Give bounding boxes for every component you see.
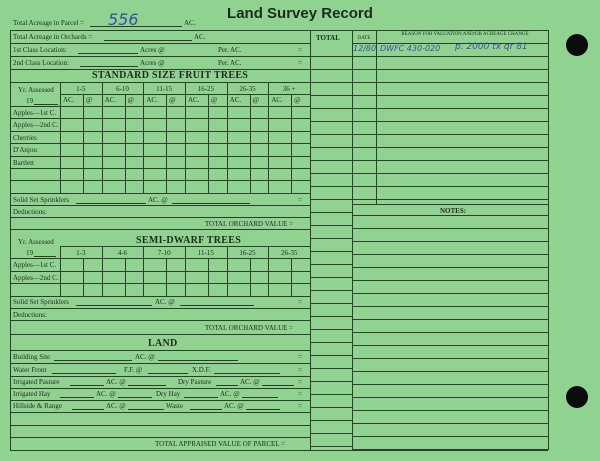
panel-row-line bbox=[352, 186, 548, 187]
standard-sprinklers: Solid Set Sprinklers bbox=[13, 196, 70, 204]
standard-year-line bbox=[34, 104, 58, 105]
building-site-label: Building Site bbox=[13, 353, 51, 361]
panel-row-line bbox=[352, 160, 548, 161]
entry-date: 12/80 bbox=[353, 44, 377, 53]
grid-line bbox=[268, 82, 269, 193]
parcel-acreage-value: 556 bbox=[108, 10, 139, 29]
standard-ac-subheader: AC. bbox=[104, 96, 117, 104]
row-line bbox=[10, 205, 310, 206]
standard-age-header: 26-35 bbox=[239, 85, 256, 93]
row-line bbox=[10, 229, 310, 230]
dry-pasture-ac: AC. @ bbox=[240, 378, 260, 386]
standard-row-label: Apples—1st C. bbox=[13, 109, 57, 117]
hillside-value-line bbox=[128, 409, 164, 410]
row-line bbox=[10, 217, 310, 218]
dry-pasture-value-line bbox=[262, 385, 294, 386]
total-row-line bbox=[310, 394, 352, 395]
standard-ac-subheader: AC. bbox=[188, 96, 200, 104]
total-row-line bbox=[310, 355, 352, 356]
semi-sprinklers-value-line bbox=[180, 305, 254, 306]
total-row-line bbox=[310, 147, 352, 148]
semi-yr-assessed: Yr. Assessed bbox=[18, 238, 54, 246]
irrigated-pasture-label: Irrigated Pasture bbox=[13, 378, 60, 386]
grid-line bbox=[10, 193, 310, 194]
water-front-ff: F.F. @ bbox=[124, 366, 143, 374]
grid-line bbox=[125, 258, 126, 296]
standard-at-subheader: @ bbox=[169, 96, 176, 104]
grid-line bbox=[60, 94, 310, 95]
row-line bbox=[10, 437, 310, 438]
water-front-label: Water Front bbox=[13, 366, 47, 374]
notes-row-line bbox=[352, 345, 548, 346]
irrigated-pasture-ac: AC. @ bbox=[106, 378, 126, 386]
standard-age-header: 16-25 bbox=[197, 85, 214, 93]
notes-row-line bbox=[352, 254, 548, 255]
hay-equals: = bbox=[298, 390, 302, 398]
notes-row-line bbox=[352, 228, 548, 229]
notes-divider bbox=[352, 204, 548, 205]
total-row-line bbox=[310, 420, 352, 421]
standard-ac-subheader: AC. bbox=[63, 96, 75, 104]
panel-row-line bbox=[352, 69, 548, 70]
irrigated-pasture-line bbox=[70, 385, 104, 386]
grid-line bbox=[10, 143, 310, 144]
semi-total-orchard: TOTAL ORCHARD VALUE = bbox=[205, 324, 294, 332]
row-line bbox=[10, 388, 310, 389]
total-row-line bbox=[310, 173, 352, 174]
orchards-acreage-line bbox=[104, 40, 192, 41]
grid-line bbox=[310, 82, 311, 193]
standard-ac-subheader: AC. bbox=[146, 96, 158, 104]
frame-right bbox=[548, 30, 549, 450]
notes-label: NOTES: bbox=[440, 207, 467, 215]
semi-age-header: 16-25 bbox=[239, 249, 256, 257]
waste-line bbox=[190, 409, 222, 410]
dry-pasture-label: Dry Pasture bbox=[178, 378, 212, 386]
semi-row-label: Apples—1st C. bbox=[13, 261, 57, 269]
panel-row-line bbox=[352, 108, 548, 109]
total-row-line bbox=[310, 251, 352, 252]
panel-row-line bbox=[352, 95, 548, 96]
total-row-line bbox=[310, 290, 352, 291]
dry-hay-label: Dry Hay bbox=[156, 390, 181, 398]
semi-age-header: 7-10 bbox=[157, 249, 171, 257]
notes-row-line bbox=[352, 397, 548, 398]
total-row-line bbox=[310, 95, 352, 96]
grid-line bbox=[10, 283, 310, 284]
waste-value-line bbox=[246, 409, 280, 410]
notes-row-line bbox=[352, 280, 548, 281]
land-heading: LAND bbox=[148, 338, 178, 349]
total-row-line bbox=[310, 264, 352, 265]
row-line bbox=[10, 43, 310, 44]
standard-sprinklers-value-line bbox=[172, 203, 250, 204]
notes-row-line bbox=[352, 384, 548, 385]
semi-row-label: Apples—2nd C. bbox=[13, 273, 59, 282]
standard-sprinklers-equals: = bbox=[298, 196, 302, 204]
grid-line bbox=[10, 180, 310, 181]
grid-line bbox=[102, 82, 103, 193]
standard-age-header: 11-15 bbox=[156, 85, 173, 93]
irrigated-hay-label: Irrigated Hay bbox=[13, 390, 51, 398]
grid-line bbox=[185, 82, 186, 193]
standard-total-orchard: TOTAL ORCHARD VALUE = bbox=[205, 220, 294, 228]
building-site-equals: = bbox=[298, 353, 302, 361]
orchards-ac-label: AC. bbox=[194, 33, 206, 41]
frame-top bbox=[10, 30, 548, 31]
dry-hay-ac: AC. @ bbox=[220, 390, 240, 398]
second-class-equals: = bbox=[298, 59, 302, 67]
semi-year-line bbox=[34, 256, 56, 257]
row-line bbox=[10, 425, 310, 426]
standard-at-subheader: @ bbox=[127, 96, 134, 104]
water-front-xdf-line bbox=[214, 373, 280, 374]
standard-age-header: 36 + bbox=[282, 85, 296, 93]
total-row-line bbox=[310, 134, 352, 135]
panel-row-line bbox=[352, 173, 548, 174]
grid-line bbox=[60, 82, 61, 193]
panel-row-line bbox=[352, 134, 548, 135]
grid-line bbox=[10, 168, 310, 169]
grid-line bbox=[10, 296, 310, 297]
notes-row-line bbox=[352, 332, 548, 333]
dry-hay-value-line bbox=[242, 397, 278, 398]
total-row-line bbox=[310, 199, 352, 200]
standard-ac-subheader: AC. bbox=[271, 96, 283, 104]
notes-row-line bbox=[352, 267, 548, 268]
entry-text: DWFC 430-020 bbox=[380, 44, 441, 53]
total-acreage-orchards-label: Total Acreage in Orchards = bbox=[13, 33, 93, 41]
standard-yr-assessed: Yr. Assessed bbox=[18, 86, 54, 94]
semi-age-header: 4-6 bbox=[117, 249, 128, 257]
total-row-line bbox=[310, 121, 352, 122]
standard-heading: STANDARD SIZE FRUIT TREES bbox=[92, 70, 249, 81]
total-row-line bbox=[310, 277, 352, 278]
total-row-line bbox=[310, 342, 352, 343]
standard-age-header: 6-10 bbox=[116, 85, 129, 93]
frame-bottom bbox=[10, 450, 548, 451]
total-row-line bbox=[310, 56, 352, 57]
building-site-line bbox=[54, 360, 132, 361]
reason-header: REASON FOR VALUATION AND/OR ACREAGE CHANGE bbox=[401, 32, 529, 37]
grid-line bbox=[291, 258, 292, 296]
standard-ac-subheader: AC. bbox=[229, 96, 242, 104]
irrigated-pasture-value-line bbox=[128, 385, 166, 386]
parcel-ac-label: AC. bbox=[184, 19, 196, 27]
standard-at-subheader: @ bbox=[85, 96, 93, 104]
waste-ac: AC. @ bbox=[224, 402, 244, 410]
hillside-ac: AC. @ bbox=[106, 402, 126, 410]
building-site-value-line bbox=[158, 360, 238, 361]
standard-sprinklers-ac: AC. @ bbox=[148, 196, 168, 204]
irrigated-hay-value-line bbox=[118, 397, 152, 398]
frame-left bbox=[10, 30, 11, 450]
row-line bbox=[10, 82, 310, 83]
notes-row-line bbox=[352, 436, 548, 437]
form-title: Land Survey Record bbox=[227, 5, 373, 22]
grid-line bbox=[10, 118, 310, 119]
grid-line bbox=[208, 258, 209, 296]
grid-line bbox=[227, 82, 228, 193]
pasture-equals: = bbox=[298, 378, 302, 386]
second-class-per-ac: Per. AC. bbox=[218, 59, 242, 67]
entry-text-2: p. 2000 tx qr 81 bbox=[455, 42, 528, 52]
first-class-line bbox=[78, 53, 138, 54]
water-front-xdf: X.D.F. bbox=[192, 366, 211, 374]
date-header: DATE bbox=[357, 36, 371, 41]
grid-line bbox=[143, 82, 144, 193]
grid-line bbox=[10, 258, 310, 259]
notes-row-line bbox=[352, 306, 548, 307]
panel-row-line bbox=[352, 82, 548, 83]
second-class-label: 2nd Class Location: bbox=[13, 59, 69, 67]
semi-year-prefix: 19 bbox=[26, 249, 33, 257]
total-row-line bbox=[310, 446, 352, 447]
second-class-acres: Acres @ bbox=[140, 59, 165, 67]
grid-line bbox=[10, 271, 310, 272]
notes-row-line bbox=[352, 293, 548, 294]
first-class-label: 1st Class Location: bbox=[13, 46, 67, 54]
notes-row-line bbox=[352, 423, 548, 424]
water-front-ff-line bbox=[148, 373, 188, 374]
water-front-equals: = bbox=[298, 366, 302, 374]
standard-age-header: 1-5 bbox=[76, 85, 86, 93]
standard-year-prefix: 19 bbox=[26, 97, 33, 105]
hillside-equals: = bbox=[298, 402, 302, 410]
semi-sprinklers-ac: AC. @ bbox=[155, 298, 175, 306]
row-line bbox=[10, 376, 310, 377]
notes-row-line bbox=[352, 449, 548, 450]
standard-row-label: Bartlett bbox=[13, 158, 34, 167]
grid-line bbox=[10, 156, 310, 157]
total-row-line bbox=[310, 108, 352, 109]
grid-line bbox=[310, 246, 311, 296]
total-row-line bbox=[310, 82, 352, 83]
dry-hay-line bbox=[184, 397, 218, 398]
total-row-line bbox=[310, 303, 352, 304]
hillside-line bbox=[72, 409, 104, 410]
semi-heading: SEMI-DWARF TREES bbox=[136, 235, 242, 246]
panel-row-line bbox=[352, 56, 548, 57]
standard-at-subheader: @ bbox=[252, 96, 259, 104]
second-class-line bbox=[80, 66, 138, 67]
semi-sprinklers-equals: = bbox=[298, 298, 302, 306]
panel-row-line bbox=[352, 147, 548, 148]
notes-row-line bbox=[352, 241, 548, 242]
first-class-equals: = bbox=[298, 46, 302, 54]
notes-row-line bbox=[352, 410, 548, 411]
semi-age-header: 11-15 bbox=[197, 249, 214, 257]
first-class-acres: Acres @ bbox=[140, 46, 165, 54]
row-line bbox=[10, 400, 310, 401]
semi-age-header: 26-35 bbox=[280, 249, 298, 257]
total-row-line bbox=[310, 212, 352, 213]
total-row-line bbox=[310, 160, 352, 161]
building-site-ac: AC. @ bbox=[135, 353, 155, 361]
total-row-line bbox=[310, 433, 352, 434]
standard-row-label: Apples—2nd C. bbox=[13, 121, 59, 130]
total-row-line bbox=[310, 407, 352, 408]
total-column-right bbox=[352, 30, 353, 450]
row-line bbox=[10, 308, 310, 309]
total-row-line bbox=[310, 316, 352, 317]
semi-sprinklers: Solid Set Sprinklers bbox=[13, 298, 70, 306]
water-front-line bbox=[52, 373, 116, 374]
notes-row-line bbox=[352, 319, 548, 320]
panel-row-line bbox=[352, 199, 548, 200]
standard-at-subheader: @ bbox=[294, 96, 301, 104]
total-row-line bbox=[310, 225, 352, 226]
row-line bbox=[10, 363, 310, 364]
row-line bbox=[10, 350, 310, 351]
grid-line bbox=[166, 258, 167, 296]
grid-line bbox=[83, 258, 84, 296]
semi-sprinklers-line bbox=[76, 305, 152, 306]
grid-line bbox=[10, 106, 310, 107]
grid-line bbox=[250, 258, 251, 296]
total-appraised: TOTAL APPRAISED VALUE OF PARCEL = bbox=[155, 440, 285, 448]
irrigated-hay-ac: AC. @ bbox=[96, 390, 116, 398]
total-row-line bbox=[310, 69, 352, 70]
row-line bbox=[10, 412, 310, 413]
standard-row-label: Cherries bbox=[13, 133, 37, 142]
total-row-line bbox=[310, 238, 352, 239]
semi-age-header: 1-3 bbox=[76, 249, 86, 257]
total-row-line bbox=[310, 381, 352, 382]
standard-at-subheader: @ bbox=[210, 96, 218, 104]
total-acreage-parcel-label: Total Acreage in Parcel = bbox=[13, 19, 85, 27]
notes-line bbox=[352, 215, 548, 216]
waste-label: Waste bbox=[166, 402, 183, 410]
panel-row-line bbox=[352, 121, 548, 122]
semi-deductions: Deductions: bbox=[13, 311, 47, 319]
hillside-label: Hillside & Range bbox=[13, 402, 62, 410]
notes-row-line bbox=[352, 358, 548, 359]
row-line bbox=[10, 320, 310, 321]
binder-hole-bottom bbox=[566, 386, 588, 408]
irrigated-hay-line bbox=[60, 397, 94, 398]
notes-row-line bbox=[352, 371, 548, 372]
standard-deductions: Deductions: bbox=[13, 208, 47, 216]
binder-hole-top bbox=[566, 34, 588, 56]
row-line bbox=[10, 334, 310, 335]
total-row-line bbox=[310, 186, 352, 187]
total-row-line bbox=[310, 329, 352, 330]
standard-row-label: D'Anjou bbox=[13, 146, 37, 155]
standard-sprinklers-line bbox=[76, 203, 146, 204]
dry-pasture-line bbox=[216, 385, 238, 386]
total-header: TOTAL bbox=[316, 34, 340, 42]
row-line bbox=[10, 56, 310, 57]
first-class-per-ac: Per. AC. bbox=[218, 46, 242, 54]
grid-line bbox=[10, 131, 310, 132]
total-row-line bbox=[310, 368, 352, 369]
